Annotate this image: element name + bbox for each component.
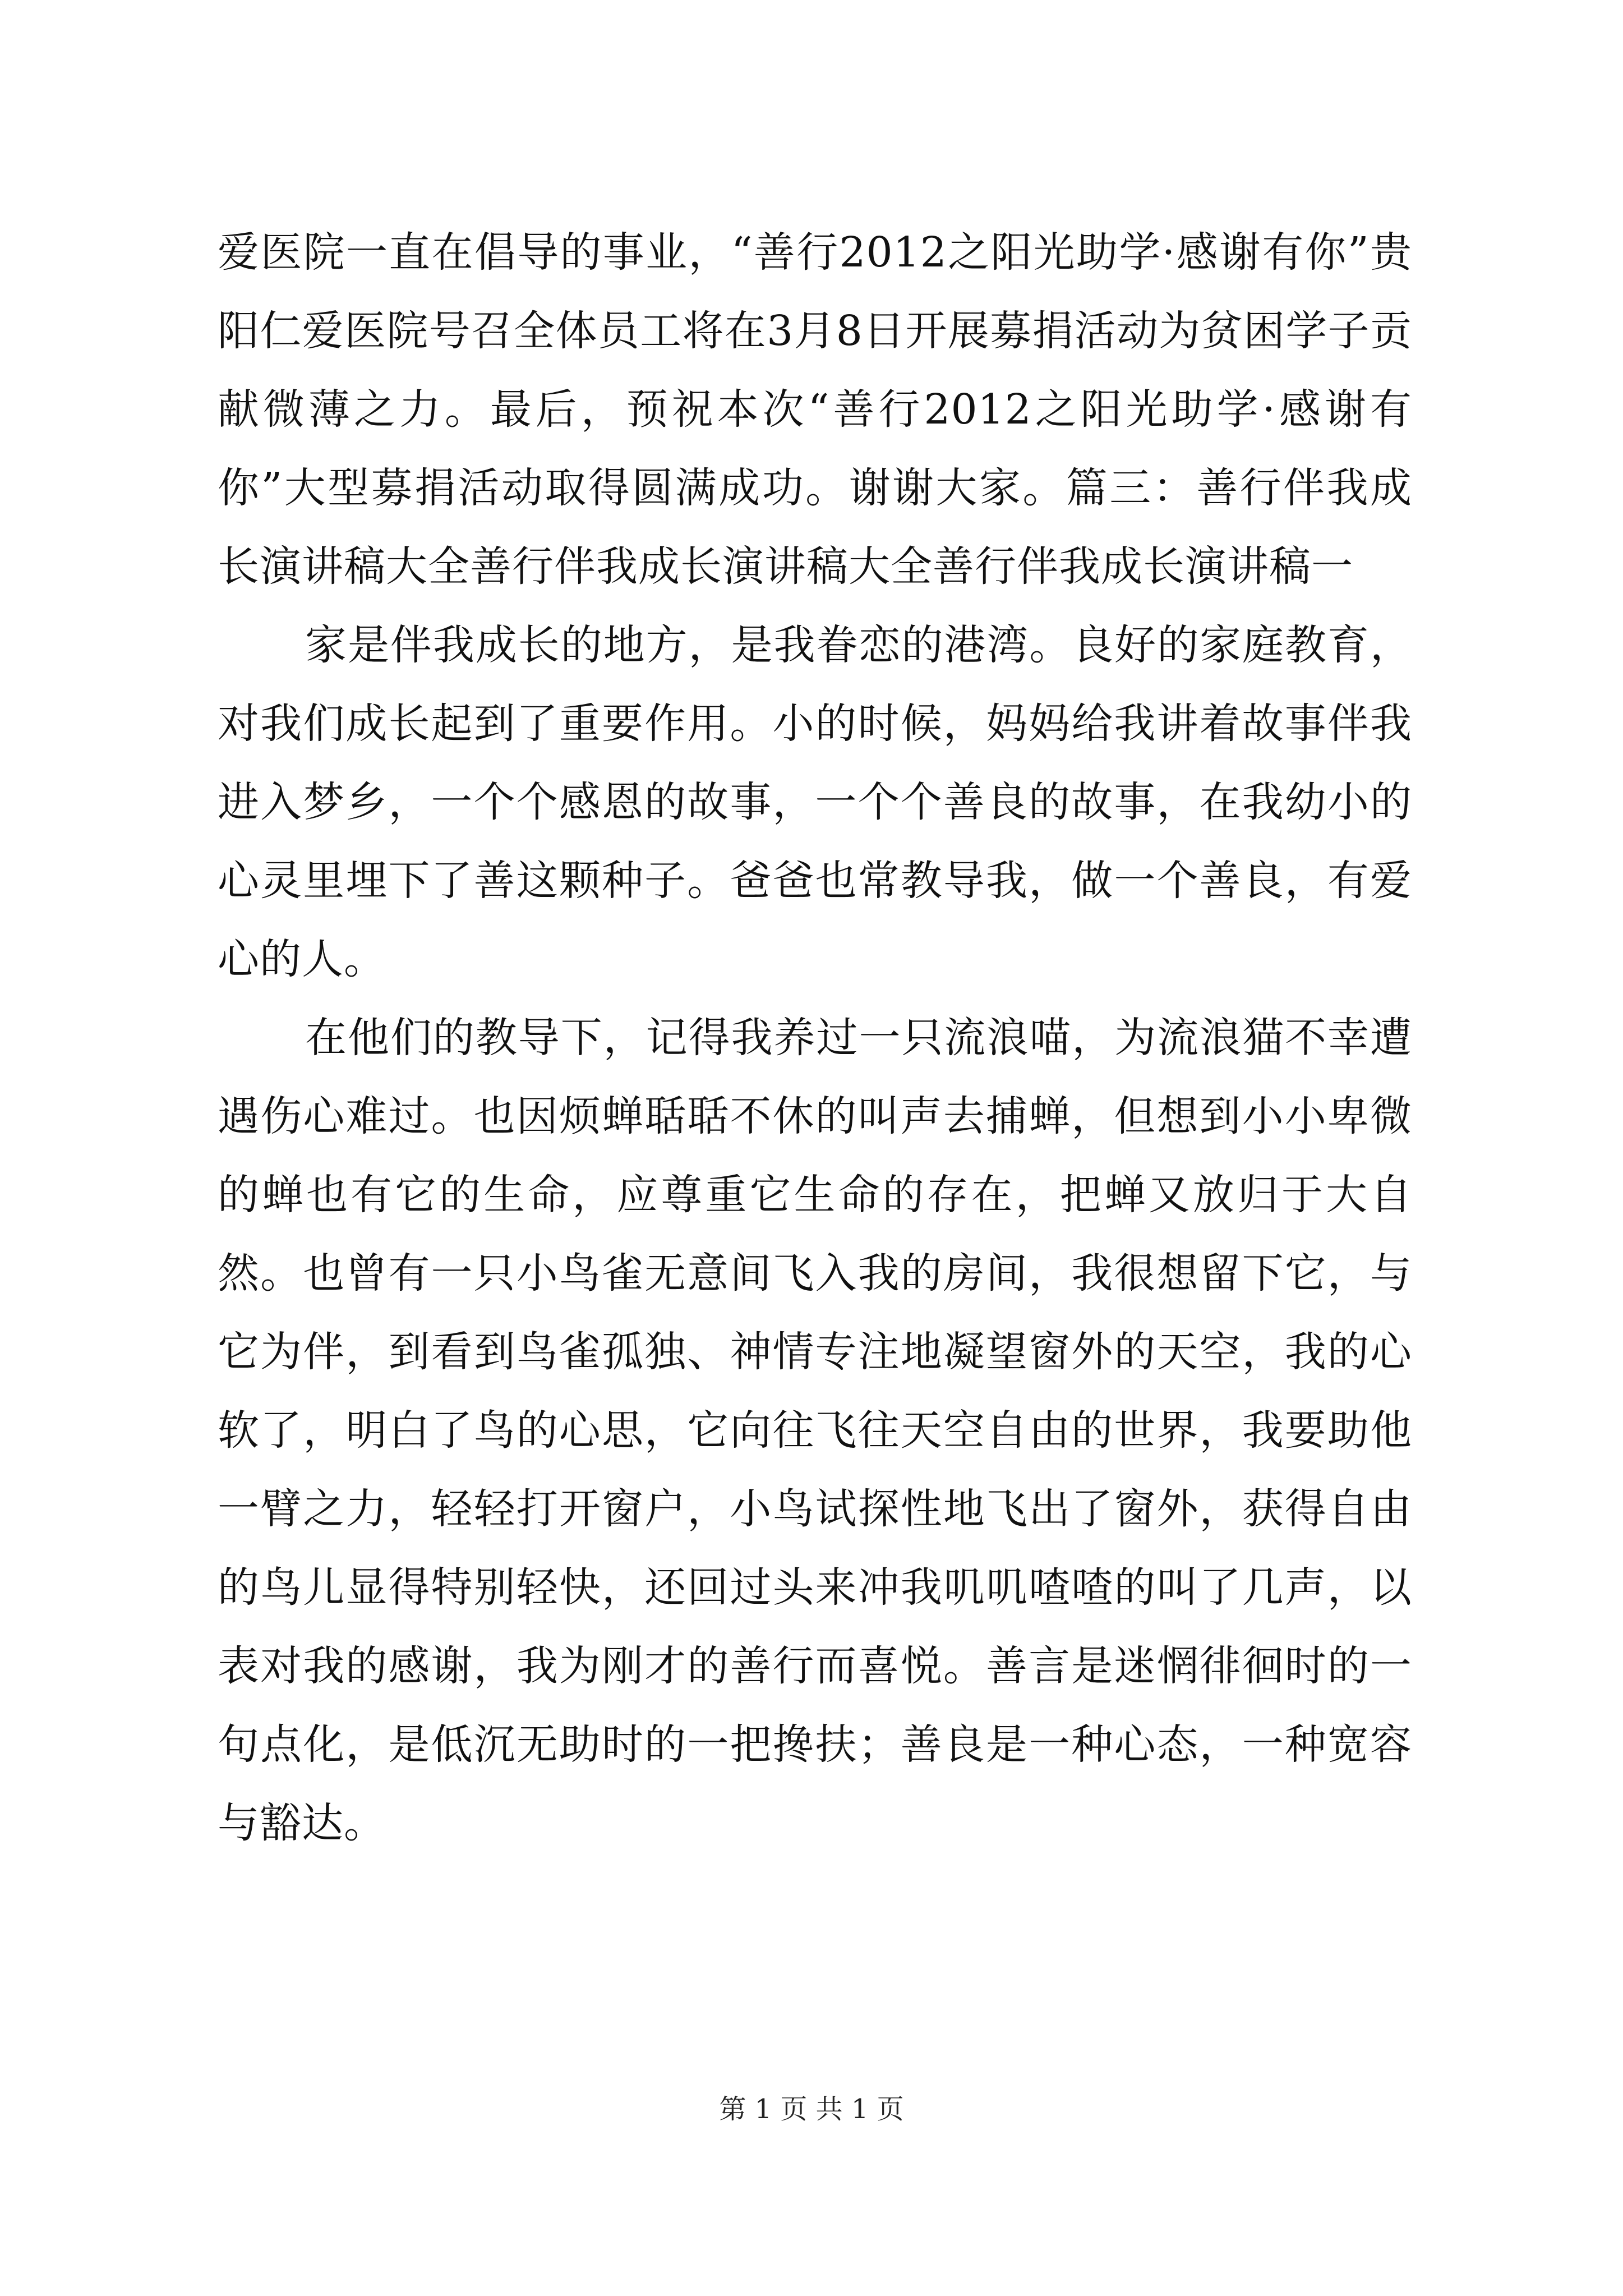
- paragraph-2: 家是伴我成长的地方，是我眷恋的港湾。良好的家庭教育，对我们成长起到了重要作用。小的时候，妈妈给我讲着故事伴我进入梦乡，一个个感恩的故事，一个个善良的故事，在我幼小的心灵里埋下了善这颗种子。爸爸也常教导我，做一个善良，有爱心的人。: [218, 621, 1412, 983]
- paragraph-1: 爱医院一直在倡导的事业，“善行2012之阳光助学·感谢有你”贵阳仁爱医院号召全体员工将在3月8日开展募捐活动为贫困学子贡献微薄之力。最后，预祝本次“善行2012之阳光助学·感谢有你”大型募捐活动取得圆满成功。谢谢大家。篇三：善行伴我成长演讲稿大全善行伴我成长演讲稿大全善行伴我成长演讲稿一: [218, 228, 1412, 591]
- document-body: [218, 213, 1412, 1862]
- page-footer: [0, 2092, 1623, 2126]
- paragraph-3: 在他们的教导下，记得我养过一只流浪喵，为流浪猫不幸遭遇伤心难过。也因烦蝉聒聒不休的叫声去捕蝉，但想到小小卑微的蝉也有它的生命，应尊重它生命的存在，把蝉又放归于大自然。也曾有一只小鸟雀无意间飞入我的房间，我很想留下它，与它为伴，到看到鸟雀孤独、神情专注地凝望窗外的天空，我的心软了，明白了鸟的心思，它向往飞往天空自由的世界，我要助他一臂之力，轻轻打开窗户，小鸟试探性地飞出了窗外，获得自由的鸟儿显得特别轻快，还回过头来冲我叽叽喳喳的叫了几声，以表对我的感谢，我为刚才的善行而喜悦。善言是迷惘徘徊时的一句点化，是低沉无助时的一把搀扶；善良是一种心态，一种宽容与豁达。: [218, 1014, 1412, 1847]
- page-number-label: 第 1 页 共 1 页: [719, 2093, 904, 2125]
